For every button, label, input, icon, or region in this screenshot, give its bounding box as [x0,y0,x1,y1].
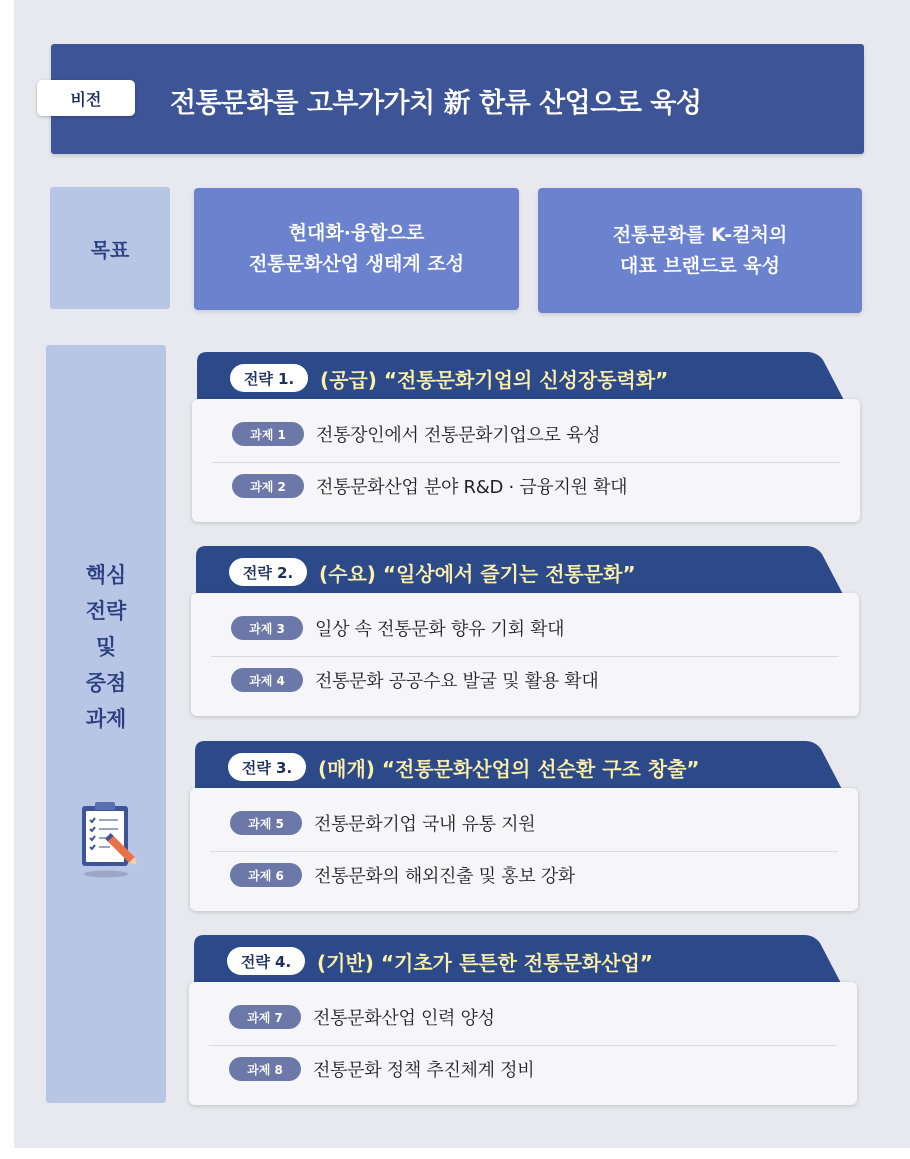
task-3-label: 일상 속 전통문화 향유 기회 확대 [315,619,565,640]
goal-box-1 [194,188,519,310]
vision-badge: 비전 [37,80,135,116]
strategy-2 [191,546,861,718]
task-6 [230,858,840,892]
task-8 [229,1052,839,1086]
strategy-2-card [191,593,859,716]
strategy-3-number: 전략 3. [228,753,306,781]
task-6-badge: 과제 6 [230,863,302,887]
task-3-badge: 과제 3 [231,616,303,640]
strategy-2-title: (수요) “일상에서 즐기는 전통문화” [319,561,636,586]
core-label-line-3: 및 [95,635,117,659]
strategy-3-title: (매개) “전통문화산업의 선순환 구조 창출” [318,756,700,781]
core-label-line-5: 과제 [85,707,127,731]
goal-2-line-1: 전통문화를 K-컬처의 [612,223,788,246]
task-8-badge: 과제 8 [229,1057,301,1081]
task-8-label: 전통문화 정책 추진체계 정비 [313,1060,535,1081]
goal-2-line-2: 대표 브랜드로 육성 [619,254,781,277]
task-1-label: 전통장인에서 전통문화기업으로 육성 [316,425,601,446]
task-5-label: 전통문화기업 국내 유통 지원 [314,814,536,835]
core-strategy-label [46,557,166,737]
strategy-3-card [190,788,858,911]
vision-title: 전통문화를 고부가가치 新 한류 산업으로 육성 [170,87,702,119]
task-4 [231,663,841,697]
task-6-label: 전통문화의 해외진출 및 홍보 강화 [314,866,575,887]
task-7-badge: 과제 7 [229,1005,301,1029]
task-2-badge: 과제 2 [232,474,304,498]
task-5 [230,806,840,840]
task-divider [210,851,838,852]
task-1-badge: 과제 1 [232,422,304,446]
strategy-2-tab [196,546,846,600]
strategy-3 [190,741,860,913]
strategy-4-number: 전략 4. [227,947,305,975]
core-label-line-4: 중점 [85,671,127,695]
task-4-badge: 과제 4 [231,668,303,692]
task-3 [231,611,841,645]
strategy-1-number: 전략 1. [230,364,308,392]
task-7-label: 전통문화산업 인력 양성 [313,1008,495,1029]
goal-1-line-1: 현대화·융합으로 [288,222,425,244]
clipboard-checklist-icon [80,800,138,878]
task-divider [211,656,839,657]
strategy-3-tab [195,741,845,795]
goal-1-line-2: 전통문화산업 생태계 조성 [248,253,465,275]
task-5-badge: 과제 5 [230,811,302,835]
task-divider [212,462,840,463]
task-2-label: 전통문화산업 분야 R&D · 금융지원 확대 [316,477,628,498]
strategy-1 [192,352,862,524]
task-7 [229,1000,839,1034]
task-1 [232,417,842,451]
strategy-4-title: (기반) “기초가 튼튼한 전통문화산업” [317,950,653,975]
core-label-line-1: 핵심 [85,563,127,587]
core-strategy-label-column [46,345,166,1103]
task-2 [232,469,842,503]
strategy-1-tab [197,352,847,406]
task-4-label: 전통문화 공공수요 발굴 및 활용 확대 [315,671,599,692]
strategy-1-title: (공급) “전통문화기업의 신성장동력화” [320,367,669,392]
goal-label: 목표 [50,187,170,309]
strategy-4 [189,935,859,1107]
task-divider [209,1045,837,1046]
core-label-line-2: 전략 [85,599,127,623]
strategy-4-tab [194,935,844,989]
strategy-2-number: 전략 2. [229,558,307,586]
goal-box-2 [538,188,862,313]
strategy-1-card [192,399,860,522]
strategy-4-card [189,982,857,1105]
